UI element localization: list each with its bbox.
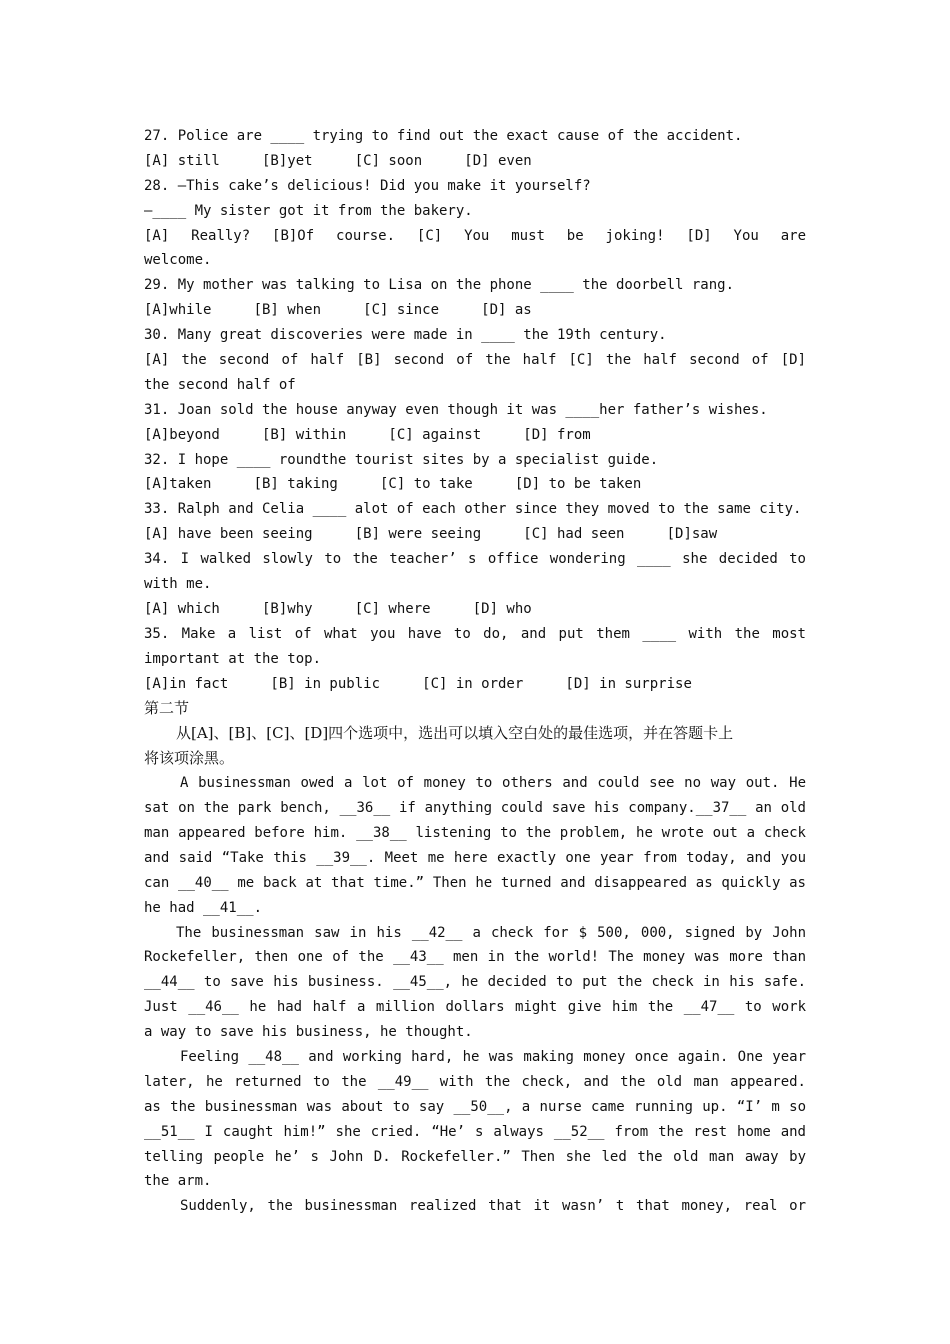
passage-line: Suddenly, the businessman realized that it wasn’ t that money, real or <box>180 1198 806 1215</box>
question-line: 33. Ralph and Celia ____ alot of each other since they moved to the same city. <box>144 501 802 518</box>
passage-line: Feeling __48__ and working hard, he was making money once again. One year <box>180 1048 806 1065</box>
answer-options: [A] have been seeing [B] were seeing [C] had seen [D]saw <box>144 526 718 543</box>
question-line: important at the top. <box>144 650 322 667</box>
answer-options: welcome. <box>144 252 212 269</box>
answer-options: [A]in fact [B] in public [C] in order [D] in surprise <box>144 675 692 692</box>
question-line: 29. My mother was talking to Lisa on the phone ____ the doorbell rang. <box>144 277 735 294</box>
passage-line: as the businessman was about to say __50__, a nurse came running up. “I’ m so <box>144 1098 806 1115</box>
passage-line: A businessman owed a lot of money to others and could see no way out. He <box>180 775 806 792</box>
question-line: 34. I walked slowly to the teacher’ s office wondering ____ she decided to <box>144 551 806 568</box>
question-line: with me. <box>144 576 212 593</box>
answer-options: the second half of <box>144 376 296 393</box>
question-line: 32. I hope ____ roundthe tourist sites by a specialist guide. <box>144 451 659 468</box>
passage-line: man appeared before him. __38__ listening to the problem, he wrote out a check <box>144 824 806 841</box>
passage-line: a way to save his business, he thought. <box>144 1024 473 1041</box>
passage-line: sat on the park bench, __36__ if anything could save his company.__37__ an old <box>144 800 806 817</box>
passage-line: later, he returned to the __49__ with the check, and the old man appeared. <box>144 1073 806 1090</box>
question-line: 35. Make a list of what you have to do, and put them ____ with the most <box>144 625 806 642</box>
passage-line: Rockefeller, then one of the __43__ men in the world! The money was more than <box>144 949 806 966</box>
answer-options: [A] still [B]yet [C] soon [D] even <box>144 152 532 169</box>
answer-options: [A] Really? [B]Of course. [C] You must be joking! [D] You are <box>144 227 806 244</box>
question-line: 31. Joan sold the house anyway even though it was ____her father’s wishes. <box>144 401 768 418</box>
passage-line: can __40__ me back at that time.” Then he turned and disappeared as quickly as <box>144 874 806 891</box>
passage-line: __44__ to save his business. __45__, he decided to put the check in his safe. <box>144 974 806 991</box>
answer-options: [A] the second of half [B] second of the half [C] the half second of [D] <box>144 352 806 369</box>
passage-line: he had __41__. <box>144 899 263 916</box>
answer-options: [A]beyond [B] within [C] against [D] from <box>144 426 591 443</box>
section-instruction: 从[A]、[B]、[C]、[D]四个选项中，选出可以填入空白处的最佳选项，并在答题卡上 <box>176 724 734 743</box>
passage-line: and said “Take this __39__. Meet me here exactly one year from today, and you <box>144 849 806 866</box>
question-line: 27. Police are ____ trying to find out the exact cause of the accident. <box>144 128 743 144</box>
answer-options: [A]taken [B] taking [C] to take [D] to be taken <box>144 476 642 493</box>
question-line: —____ My sister got it from the bakery. <box>144 202 473 219</box>
passage-line: telling people he’ s John D. Rockefeller.” Then she led the old man away by <box>144 1148 806 1165</box>
passage-line: __51__ I caught him!” she cried. “He’ s always __52__ from the rest home and <box>144 1123 806 1140</box>
answer-options: [A]while [B] when [C] since [D] as <box>144 302 532 319</box>
section-heading: 第二节 <box>144 699 190 718</box>
section-instruction: 将该项涂黑。 <box>144 749 235 768</box>
question-list <box>144 124 806 696</box>
document-page <box>144 124 806 1219</box>
answer-options: [A] which [B]why [C] where [D] who <box>144 600 532 617</box>
question-line: 30. Many great discoveries were made in ____ the 19th century. <box>144 327 667 344</box>
passage-line: Just __46__ he had half a million dollars might give him the __47__ to work <box>144 999 806 1016</box>
question-line: 28. —This cake’s delicious! Did you make it yourself? <box>144 177 591 194</box>
cloze-passage <box>144 771 806 1219</box>
passage-line: the arm. <box>144 1173 212 1190</box>
passage-line: The businessman saw in his __42__ a check for $ 500, 000, signed by John <box>176 924 806 941</box>
